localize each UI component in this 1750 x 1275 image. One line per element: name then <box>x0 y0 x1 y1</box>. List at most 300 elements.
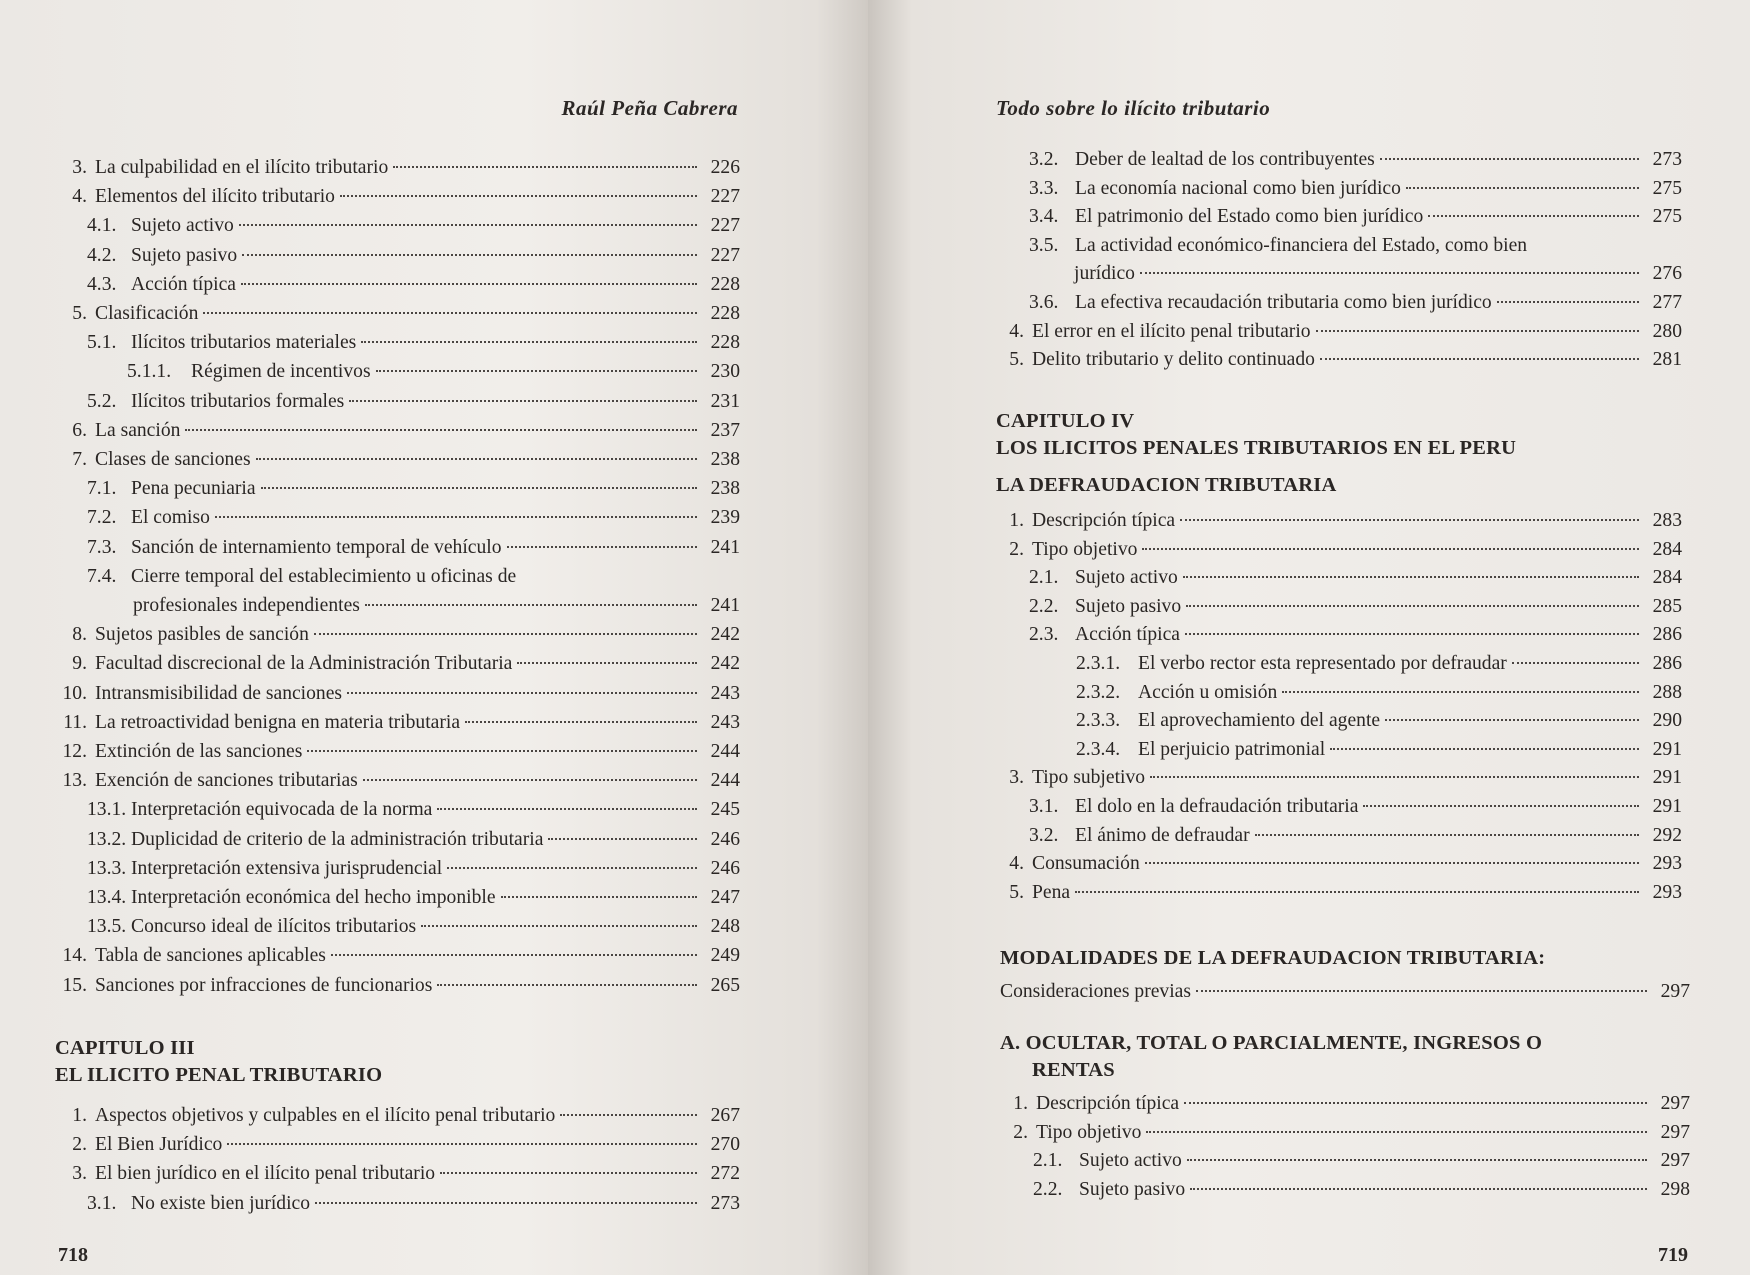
toc-entry-title: Extinción de las sanciones <box>95 741 303 763</box>
leader-dots <box>437 808 697 810</box>
toc-entry-title: Concurso ideal de ilícitos tributarios <box>131 916 417 938</box>
toc-entry[interactable] <box>55 1159 740 1188</box>
toc-entry-number: 9. <box>72 653 87 675</box>
leader-dots <box>1180 519 1639 521</box>
toc-entry[interactable] <box>55 737 740 766</box>
toc-entry-page: 245 <box>710 799 740 821</box>
toc-entry-number: 2.1. <box>1029 567 1059 589</box>
page-number-left: 718 <box>58 1244 88 1266</box>
toc-entry[interactable] <box>1000 1119 1690 1148</box>
toc-entry-page: 291 <box>1652 795 1682 817</box>
leader-dots <box>1145 862 1639 864</box>
modalidades-section <box>1000 945 1690 1007</box>
toc-entry[interactable] <box>55 503 740 532</box>
toc-entry-title: Descripción típica <box>1032 510 1176 531</box>
leader-dots <box>447 867 697 869</box>
toc-entry[interactable] <box>996 318 1682 347</box>
toc-entry-title: El verbo rector esta representado por defraudar <box>1138 652 1507 674</box>
toc-entry[interactable] <box>55 241 740 270</box>
toc-entry-title: Acción u omisión <box>1138 681 1278 703</box>
toc-entry[interactable] <box>55 562 740 620</box>
leader-dots <box>1255 834 1639 836</box>
toc-left <box>55 153 740 1000</box>
toc-right <box>996 146 1682 375</box>
leader-dots <box>1330 748 1639 750</box>
leader-dots <box>440 1172 697 1174</box>
toc-entry-page: 265 <box>710 974 740 996</box>
toc-entry[interactable] <box>996 593 1682 622</box>
toc-entry-number: 5.2. <box>87 390 117 412</box>
toc-entry-title: Consumación <box>1032 853 1140 875</box>
toc-entry-title: Pena <box>1032 881 1071 903</box>
toc-entry-page: 238 <box>710 478 740 500</box>
toc-entry-page: 244 <box>710 741 740 763</box>
toc-entry-title: Descripción típica <box>1036 1093 1180 1114</box>
toc-entry-number: 2.1. <box>1033 1150 1063 1172</box>
toc-entry-page: 267 <box>710 1105 740 1126</box>
toc-entry[interactable] <box>55 270 740 299</box>
toc-entry[interactable] <box>996 850 1682 879</box>
toc-entry-page: 290 <box>1652 710 1682 732</box>
leader-dots <box>363 779 697 781</box>
toc-entry-title: Clases de sanciones <box>95 449 251 471</box>
toc-entry-page: 277 <box>1652 291 1682 313</box>
toc-entry-page: 241 <box>710 595 740 617</box>
toc-entry-page: 237 <box>710 419 740 441</box>
toc-entry-title: Acción típica <box>1075 624 1181 646</box>
toc-entry[interactable] <box>55 299 740 328</box>
toc-entry-title: No existe bien jurídico <box>131 1192 311 1214</box>
toc-entry[interactable] <box>55 387 740 416</box>
toc-entry-page: 281 <box>1652 349 1682 371</box>
leader-dots <box>1142 548 1639 550</box>
toc-entry-number: 2. <box>1009 538 1024 560</box>
toc-entry-page: 293 <box>1652 881 1682 903</box>
toc-entry-title: Ilícitos tributarios materiales <box>131 332 357 354</box>
toc-entry-number: 4. <box>1009 853 1024 875</box>
toc-entry-number: 5. <box>72 303 87 325</box>
leader-dots <box>1512 662 1639 664</box>
toc-entry-title-continued: profesionales independientes <box>133 595 360 617</box>
leader-dots <box>1183 576 1639 578</box>
toc-entry-title: Régimen de incentivos <box>191 361 371 383</box>
toc-entry-page: 272 <box>710 1163 740 1185</box>
toc-entry-number: 2.2. <box>1029 595 1059 617</box>
toc-entry[interactable] <box>55 825 740 854</box>
toc-entry[interactable] <box>55 708 740 737</box>
toc-entry-page: 239 <box>710 507 740 529</box>
toc-entry-page: 226 <box>710 157 740 178</box>
leader-dots <box>1406 187 1639 189</box>
leader-dots <box>1150 776 1639 778</box>
toc-entry[interactable] <box>996 175 1682 204</box>
toc-entry-title: Deber de lealtad de los contribuyentes <box>1075 149 1375 170</box>
toc-entry[interactable] <box>996 793 1682 822</box>
chapter-4-section <box>996 408 1682 907</box>
leader-dots <box>1385 719 1639 721</box>
toc-entry-page: 284 <box>1652 538 1682 560</box>
toc-entry-number: 5. <box>1009 349 1024 371</box>
toc-entry-number: 3.5. <box>1029 234 1059 256</box>
right-page <box>868 0 1750 1275</box>
toc-entry-page: 273 <box>1652 149 1682 170</box>
leader-dots <box>347 692 697 694</box>
toc-entry[interactable] <box>55 912 740 941</box>
toc-entry-page: 297 <box>1660 1093 1690 1114</box>
toc-entry-number: 7.2. <box>87 507 117 529</box>
toc-entry-number: 5. <box>1009 881 1024 903</box>
leader-dots <box>1196 990 1647 992</box>
toc-entry-title: Sanción de internamiento temporal de vehículo <box>131 536 502 558</box>
toc-entry[interactable] <box>55 649 740 678</box>
toc-entry-title: Tipo objetivo <box>1032 538 1138 560</box>
toc-entry-title: El error en el ilícito penal tributario <box>1032 320 1311 342</box>
toc-entry[interactable] <box>996 621 1682 650</box>
toc-entry-number: 13. <box>62 770 87 792</box>
toc-entry-number: 14. <box>62 945 87 967</box>
leader-dots <box>1363 805 1639 807</box>
toc-entry-page: 284 <box>1652 567 1682 589</box>
toc-entry-title: La sanción <box>95 419 181 441</box>
toc-entry[interactable] <box>996 146 1682 175</box>
toc-entry-title: El comiso <box>131 507 210 529</box>
toc-entry-number: 2.3. <box>1029 624 1059 646</box>
toc-entry-number: 2.3.4. <box>1076 738 1121 760</box>
toc-entry-number: 3.6. <box>1029 291 1059 313</box>
leader-dots <box>361 341 697 343</box>
running-head-right: Todo sobre lo ilícito tributario <box>996 96 1271 120</box>
leader-dots <box>365 604 697 606</box>
toc-entry-number: 5.1. <box>87 332 117 354</box>
toc-entry-title: El aprovechamiento del agente <box>1138 710 1381 732</box>
toc-entry-number: 15. <box>62 974 87 996</box>
section-a-heading-line1: A. OCULTAR, TOTAL O PARCIALMENTE, INGRESOS O <box>1000 1032 1543 1054</box>
leader-dots <box>1187 1159 1647 1161</box>
toc-entry-number: 1. <box>1013 1093 1028 1114</box>
toc-entry-page: 230 <box>710 361 740 383</box>
leader-dots <box>185 429 697 431</box>
toc-entry-page: 244 <box>710 770 740 792</box>
toc-entry-number: 4. <box>72 186 87 208</box>
toc-entry-page: 297 <box>1660 1121 1690 1143</box>
toc-entry-title: Pena pecuniaria <box>131 478 256 500</box>
toc-entry-title: Tipo objetivo <box>1036 1121 1142 1143</box>
toc-entry-page: 249 <box>710 945 740 967</box>
toc-entry-number: 4.2. <box>87 244 117 266</box>
toc-entry-number: 3.4. <box>1029 206 1059 228</box>
toc-entry[interactable] <box>55 854 740 883</box>
toc-entry[interactable] <box>996 203 1682 232</box>
toc-entry-number: 13.1. <box>87 799 127 821</box>
toc-entry-page: 227 <box>710 186 740 208</box>
toc-entry-page: 231 <box>710 390 740 412</box>
toc-entry-page: 242 <box>710 653 740 675</box>
leader-dots <box>1316 330 1639 332</box>
leader-dots <box>349 400 697 402</box>
toc-entry-page: 285 <box>1652 595 1682 617</box>
leader-dots <box>437 984 697 986</box>
toc-entry-page: 286 <box>1652 624 1682 646</box>
section-a <box>1000 1030 1690 1204</box>
toc-entry-title: Intransmisibilidad de sanciones <box>95 682 343 704</box>
toc-entry-title: La actividad económico-financiera del Estado, como bien <box>1075 234 1528 256</box>
toc-entry[interactable] <box>996 679 1682 708</box>
leader-dots <box>507 546 697 548</box>
toc-entry-title: Ilícitos tributarios formales <box>131 390 345 412</box>
toc-entry-page: 291 <box>1652 767 1682 789</box>
running-head-left: Raúl Peña Cabrera <box>561 96 738 120</box>
section-a-heading-line2: RENTAS <box>1032 1059 1115 1081</box>
chapter-3-title: EL ILICITO PENAL TRIBUTARIO <box>55 1064 383 1086</box>
leader-dots <box>215 516 697 518</box>
leader-dots <box>465 721 697 723</box>
toc-entry-page: 228 <box>710 273 740 295</box>
toc-entry-page: 275 <box>1652 177 1682 199</box>
toc-entry-number: 3.1. <box>1029 795 1059 817</box>
leader-dots <box>242 254 697 256</box>
toc-entry[interactable] <box>996 536 1682 565</box>
toc-entry-page: 243 <box>710 682 740 704</box>
leader-dots <box>1184 1102 1647 1104</box>
toc-entry-number: 2.3.1. <box>1076 652 1121 674</box>
toc-entry-title: Consideraciones previas <box>1000 981 1191 1002</box>
toc-entry-page: 288 <box>1652 681 1682 703</box>
leader-dots <box>376 370 697 372</box>
toc-entry[interactable] <box>55 620 740 649</box>
toc-entry-title: Aspectos objetivos y culpables en el ilícito penal tributario <box>95 1105 556 1126</box>
toc-entry[interactable] <box>996 764 1682 793</box>
toc-entry-page: 283 <box>1652 510 1682 531</box>
toc-entry-title: Delito tributario y delito continuado <box>1032 349 1315 371</box>
toc-entry-page: 228 <box>710 332 740 354</box>
toc-entry-number: 13.5. <box>87 916 127 938</box>
leader-dots <box>1282 691 1639 693</box>
leader-dots <box>314 633 697 635</box>
leader-dots <box>1186 605 1639 607</box>
toc-entry-number: 13.3. <box>87 857 127 879</box>
toc-entry-number: 4.3. <box>87 273 117 295</box>
toc-entry[interactable] <box>55 416 740 445</box>
leader-dots <box>1380 158 1639 160</box>
toc-entry[interactable] <box>55 1130 740 1159</box>
toc-entry[interactable] <box>996 346 1682 375</box>
toc-entry[interactable] <box>996 736 1682 765</box>
toc-entry-number: 12. <box>62 741 87 763</box>
toc-entry[interactable] <box>996 564 1682 593</box>
leader-dots <box>331 954 697 956</box>
toc-entry-page: 242 <box>710 624 740 646</box>
toc-entry-number: 8. <box>72 624 87 646</box>
toc-entry-number: 5.1.1. <box>127 361 172 383</box>
leader-dots <box>256 458 697 460</box>
toc-entry[interactable] <box>1000 1176 1690 1205</box>
modalidades-heading: MODALIDADES DE LA DEFRAUDACION TRIBUTARIA: <box>1000 947 1546 969</box>
leader-dots <box>227 1143 697 1145</box>
toc-entry-page: 298 <box>1660 1178 1690 1200</box>
toc-entry-title: Tipo subjetivo <box>1032 767 1146 789</box>
toc-entry-title: Acción típica <box>131 273 237 295</box>
page-number-right: 719 <box>1658 1244 1688 1266</box>
toc-entry-title: Sanciones por infracciones de funcionarios <box>95 974 433 996</box>
leader-dots <box>1320 358 1639 360</box>
toc-entry-number: 3.2. <box>1029 149 1059 170</box>
toc-entry-title: La retroactividad benigna en materia tributaria <box>95 711 461 733</box>
toc-entry[interactable] <box>55 679 740 708</box>
toc-entry[interactable] <box>55 941 740 970</box>
toc-entry-page: 246 <box>710 828 740 850</box>
toc-entry-title: Interpretación económica del hecho imponible <box>131 887 496 909</box>
toc-entry-page: 280 <box>1652 320 1682 342</box>
toc-entry-title: Sujeto pasivo <box>131 244 238 266</box>
toc-entry-title: El perjuicio patrimonial <box>1138 738 1326 760</box>
toc-entry-page: 238 <box>710 449 740 471</box>
toc-entry-number: 7.1. <box>87 478 117 500</box>
chapter-3-entries <box>55 1101 740 1218</box>
toc-entry[interactable] <box>55 883 740 912</box>
toc-entry[interactable] <box>996 650 1682 679</box>
toc-entry-number: 3. <box>72 1163 87 1185</box>
toc-entry[interactable] <box>996 822 1682 851</box>
leader-dots <box>1428 215 1639 217</box>
toc-entry-title: El Bien Jurídico <box>95 1134 223 1156</box>
toc-entry-title: La economía nacional como bien jurídico <box>1075 177 1401 199</box>
toc-entry-page: 241 <box>710 536 740 558</box>
left-page <box>0 0 868 1275</box>
leader-dots <box>560 1114 697 1116</box>
toc-entry-title: Duplicidad de criterio de la administración tributaria <box>131 828 544 850</box>
toc-entry[interactable] <box>55 971 740 1000</box>
toc-entry[interactable] <box>55 357 740 386</box>
toc-entry-number: 13.2. <box>87 828 127 850</box>
toc-entry-title: Clasificación <box>95 303 199 325</box>
toc-entry-number: 7.4. <box>87 565 117 587</box>
chapter-3-section <box>55 1035 740 1218</box>
toc-entry-page: 297 <box>1660 981 1690 1002</box>
leader-dots <box>307 750 697 752</box>
toc-entry-title: Facultad discrecional de la Administración Tributaria <box>95 653 513 675</box>
toc-entry-page: 227 <box>710 215 740 237</box>
toc-entry-number: 3. <box>72 157 87 178</box>
toc-entry-title: Cierre temporal del establecimiento u oficinas de <box>131 565 517 587</box>
toc-entry-title: Tabla de sanciones aplicables <box>95 945 326 967</box>
toc-entry-title: Sujetos pasibles de sanción <box>95 624 309 646</box>
toc-entry[interactable] <box>55 153 740 182</box>
toc-entry-page: 292 <box>1652 824 1682 846</box>
leader-dots <box>548 838 697 840</box>
toc-entry-title: Interpretación extensiva jurisprudencial <box>131 857 443 879</box>
chapter-4-heading: CAPITULO IV <box>996 410 1135 432</box>
toc-entry-title: Elementos del ilícito tributario <box>95 186 335 208</box>
chapter-4-entries <box>996 507 1682 907</box>
leader-dots <box>1190 1188 1647 1190</box>
toc-entry-page: 291 <box>1652 738 1682 760</box>
toc-entry-number: 13.4. <box>87 887 127 909</box>
toc-entry-number: 3. <box>1009 767 1024 789</box>
toc-entry-title: La efectiva recaudación tributaria como bien jurídico <box>1075 291 1492 313</box>
chapter-4-title: LOS ILICITOS PENALES TRIBUTARIOS EN EL PERU <box>996 437 1517 459</box>
toc-entry-number: 4.1. <box>87 215 117 237</box>
toc-entry-title: Interpretación equivocada de la norma <box>131 799 433 821</box>
toc-entry-number: 10. <box>62 682 87 704</box>
toc-entry[interactable] <box>996 289 1682 318</box>
toc-entry-page: 247 <box>710 887 740 909</box>
toc-entry-page: 297 <box>1660 1150 1690 1172</box>
toc-entry[interactable] <box>55 445 740 474</box>
toc-entry[interactable] <box>1000 1090 1690 1119</box>
toc-entry-title: El patrimonio del Estado como bien jurídico <box>1075 206 1424 228</box>
toc-entry[interactable] <box>55 795 740 824</box>
toc-entry[interactable] <box>55 1101 740 1130</box>
leader-dots <box>241 283 697 285</box>
leader-dots <box>1075 891 1639 893</box>
toc-entry-title: El dolo en la defraudación tributaria <box>1075 795 1359 817</box>
toc-entry-title: La culpabilidad en el ilícito tributario <box>95 157 389 178</box>
toc-entry[interactable] <box>55 328 740 357</box>
toc-entry-title: El ánimo de defraudar <box>1075 824 1250 846</box>
toc-entry-number: 7.3. <box>87 536 117 558</box>
toc-entry[interactable] <box>996 879 1682 908</box>
leader-dots <box>1140 272 1639 274</box>
toc-entry-number: 7. <box>72 449 87 471</box>
toc-entry[interactable] <box>55 533 740 562</box>
toc-entry-number: 2.3.2. <box>1076 681 1121 703</box>
leader-dots <box>421 925 697 927</box>
toc-entry-page: 275 <box>1652 206 1682 228</box>
toc-entry-number: 3.2. <box>1029 824 1059 846</box>
toc-entry-page: 248 <box>710 916 740 938</box>
toc-entry-title: Sujeto pasivo <box>1075 595 1182 617</box>
toc-entry-page: 276 <box>1652 263 1682 285</box>
toc-entry-title: Sujeto activo <box>1075 567 1178 589</box>
toc-entry-number: 3.1. <box>87 1192 117 1214</box>
toc-entry-title: El bien jurídico en el ilícito penal tributario <box>95 1163 436 1185</box>
leader-dots <box>1185 633 1639 635</box>
leader-dots <box>340 195 697 197</box>
chapter-3-heading: CAPITULO III <box>55 1037 195 1059</box>
toc-entry-page: 273 <box>710 1192 740 1214</box>
leader-dots <box>239 224 697 226</box>
leader-dots <box>517 662 697 664</box>
section-a-entries <box>1000 1090 1690 1204</box>
leader-dots <box>261 487 697 489</box>
toc-entry[interactable] <box>55 766 740 795</box>
toc-entry-number: 2. <box>72 1134 87 1156</box>
leader-dots <box>315 1202 697 1204</box>
toc-entry-page: 228 <box>710 303 740 325</box>
toc-entry-page: 243 <box>710 711 740 733</box>
toc-entry-number: 2. <box>1013 1121 1028 1143</box>
toc-entry-number: 2.3.3. <box>1076 710 1121 732</box>
toc-entry-page: 286 <box>1652 652 1682 674</box>
toc-entry[interactable] <box>1000 978 1690 1007</box>
toc-entry[interactable] <box>996 232 1682 289</box>
toc-entry[interactable] <box>55 1189 740 1218</box>
toc-entry-title: Sujeto activo <box>131 215 234 237</box>
toc-entry-page: 246 <box>710 857 740 879</box>
toc-entry[interactable] <box>996 507 1682 536</box>
toc-entry[interactable] <box>1000 1147 1690 1176</box>
leader-dots <box>203 312 697 314</box>
toc-entry[interactable] <box>55 474 740 503</box>
leader-dots <box>501 896 697 898</box>
toc-entry[interactable] <box>996 707 1682 736</box>
toc-entry[interactable] <box>55 211 740 240</box>
toc-entry-title: Sujeto activo <box>1079 1150 1182 1172</box>
toc-entry[interactable] <box>55 182 740 211</box>
toc-entry-number: 4. <box>1009 320 1024 342</box>
toc-entry-number: 1. <box>72 1105 87 1126</box>
toc-entry-title: Exención de sanciones tributarias <box>95 770 358 792</box>
